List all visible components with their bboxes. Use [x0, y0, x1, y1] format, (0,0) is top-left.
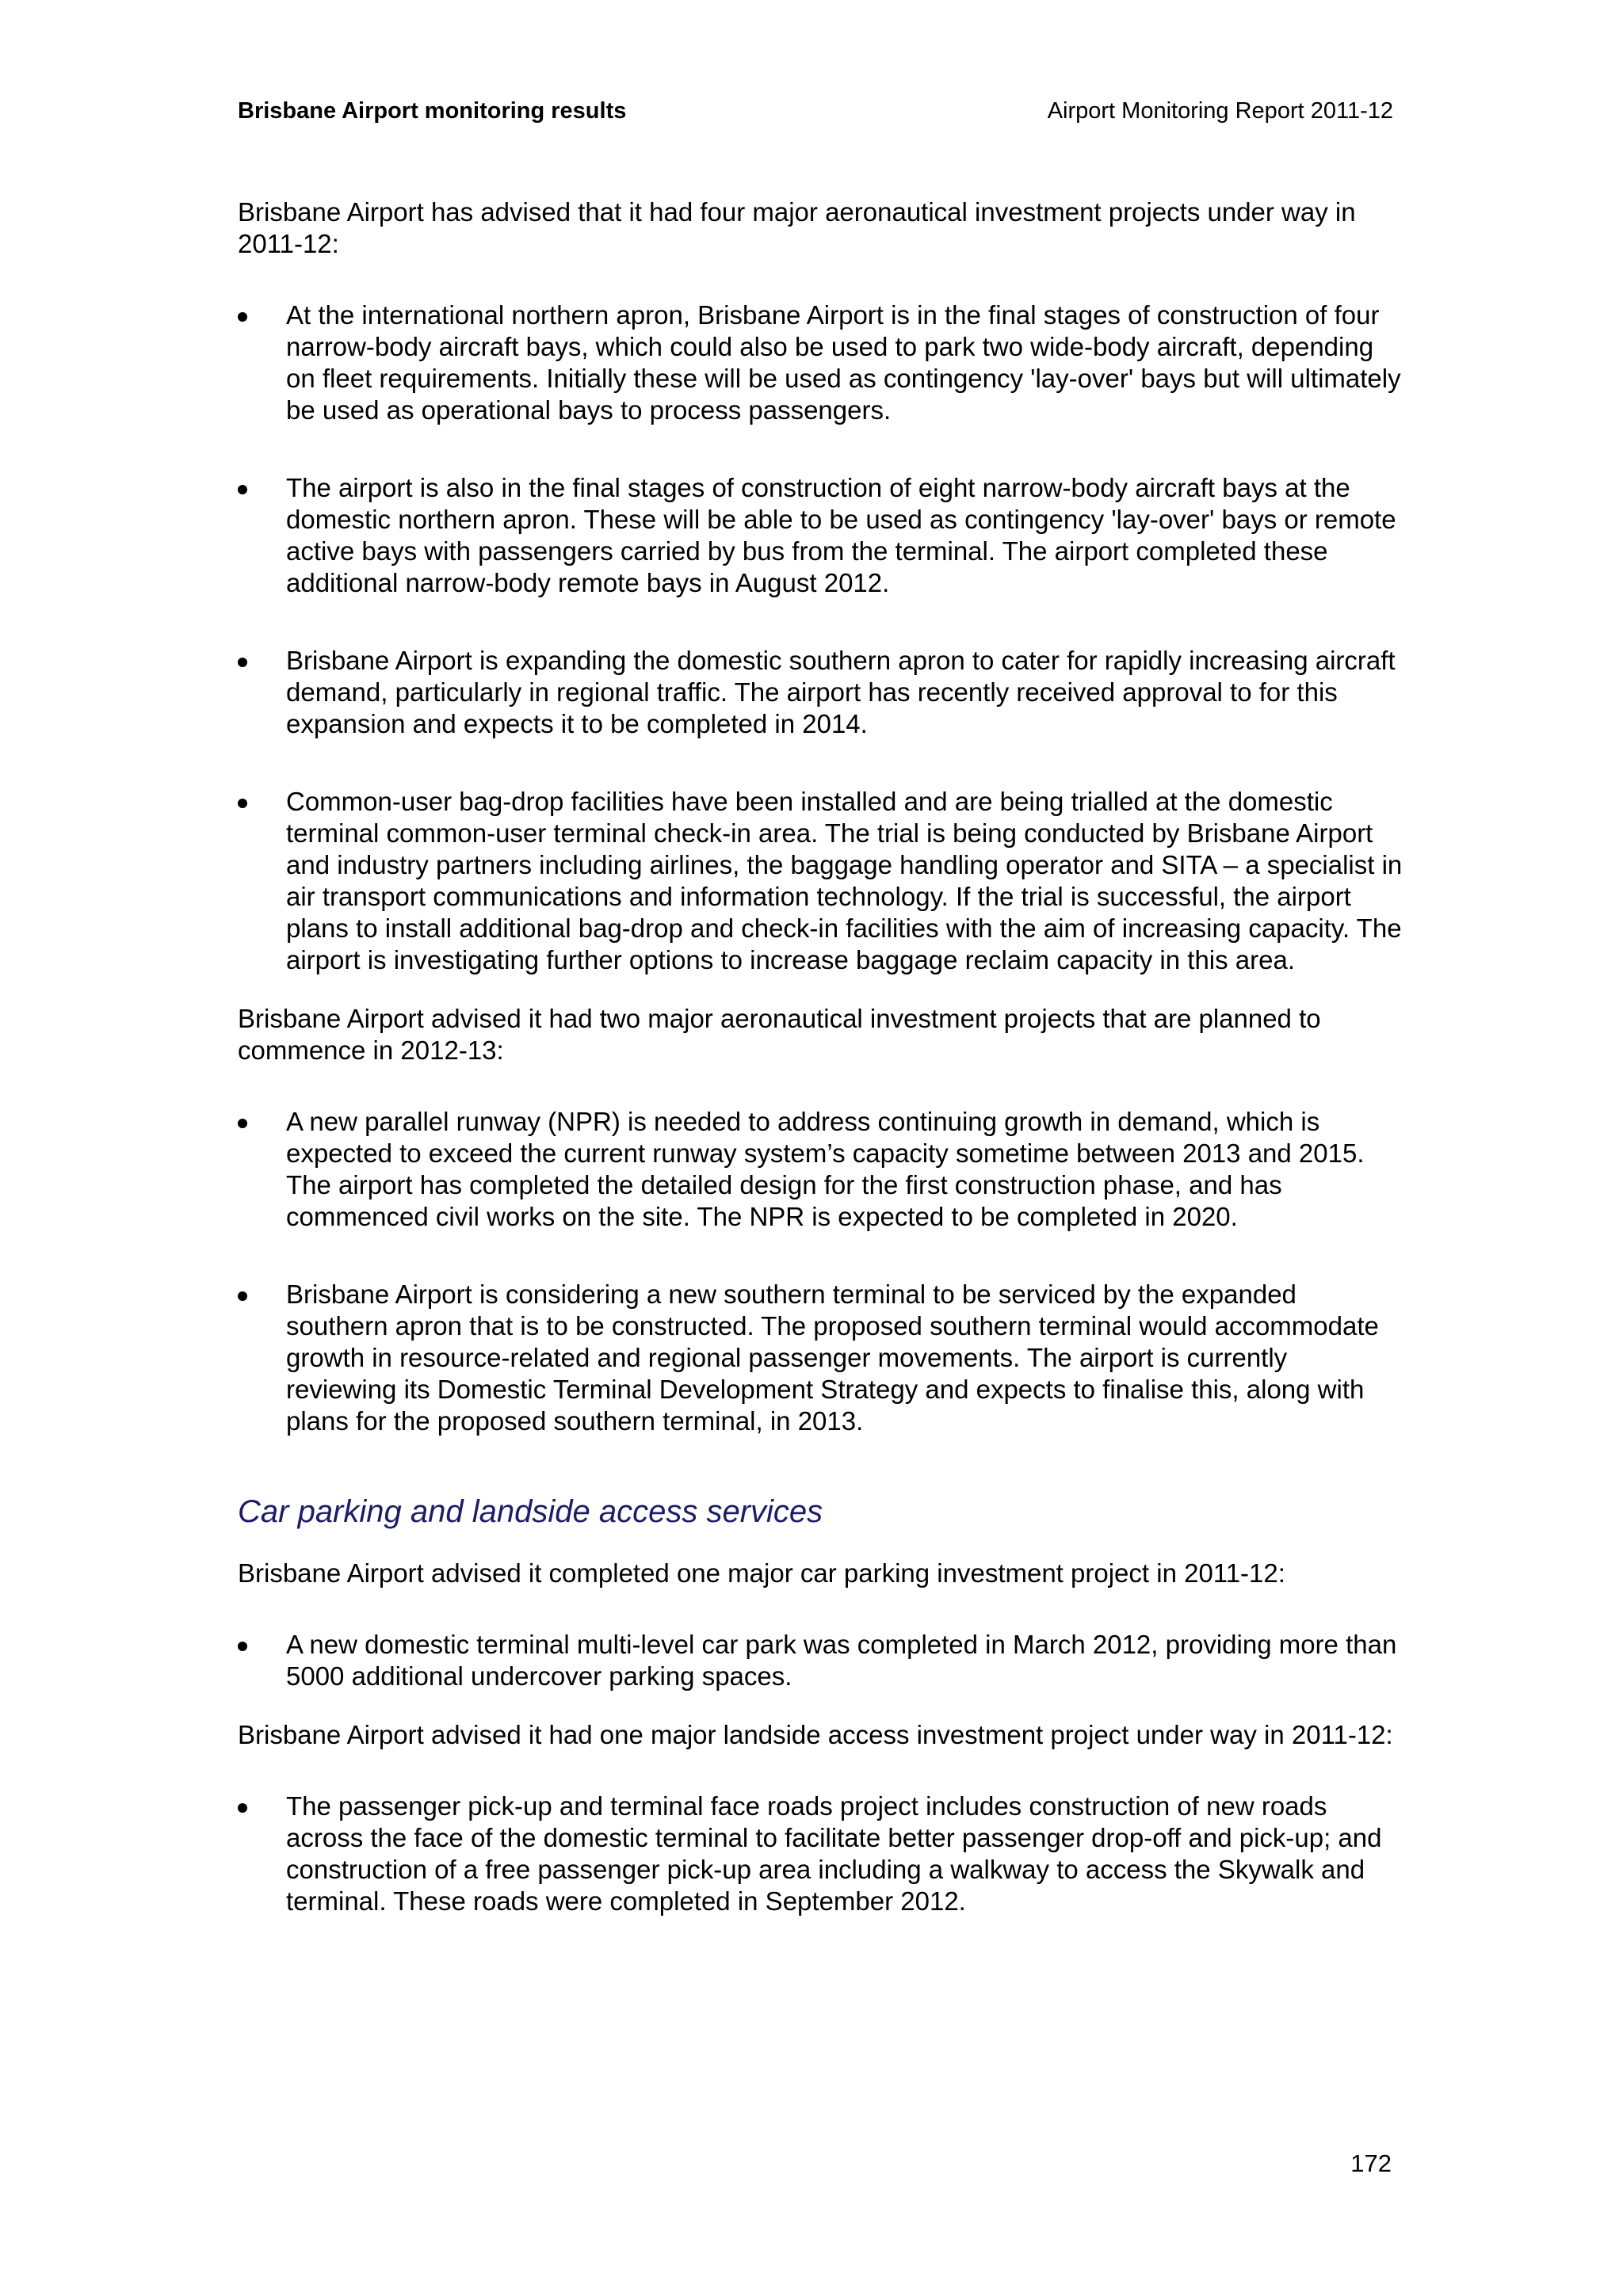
list-item-text: A new parallel runway (NPR) is needed to address continuing growth in demand, which is expected to exceed the current runway system’s capacity sometime between 2013 and 2015. The airport has completed the detailed design for the first construction phase, and has commenced civil works on the site. The NPR is expected to be completed in 2020.: [286, 1107, 1365, 1231]
list-item-text: Brisbane Airport is expanding the domestic southern apron to cater for rapidly increasing aircraft demand, particularly in regional traffic. The airport has recently received approval to for this expansion and expects it to be completed in 2014.: [286, 646, 1396, 738]
aeronautical-underway-intro: Brisbane Airport has advised that it had four major aeronautical investment projects under way in 2011-12:: [238, 197, 1356, 258]
list-item-text: Common-user bag-drop facilities have been installed and are being trialled at the domestic terminal common-user terminal check-in area. The trial is being conducted by Brisbane Airport and industry partners including airlines, the baggage handling operator and SITA – a specialist in air transport communications and information technology. If the trial is successful, the airport plans to install additional bag-drop and check-in facilities with the aim of increasing capacity. The airport is investigating further options to increase baggage reclaim capacity in this area.: [286, 787, 1403, 974]
running-header-report-title: Airport Monitoring Report 2011-12: [1047, 98, 1393, 124]
list-item: [238, 472, 1403, 599]
list-item: [238, 645, 1403, 740]
car-park-list: [238, 1629, 1403, 1692]
list-item: [238, 299, 1403, 426]
page-number: 172: [1350, 2149, 1392, 2177]
bullet-icon: [238, 485, 247, 494]
bullet-icon: [238, 1642, 247, 1651]
aeronautical-underway-list: [238, 299, 1403, 976]
car-park-intro: Brisbane Airport advised it completed one major car parking investment project in 2011-12:: [238, 1558, 1285, 1588]
list-item-text: At the international northern apron, Brisbane Airport is in the final stages of construction of four narrow-body aircraft bays, which could also be used to park two wide-body aircraft, depending on fleet requirements. Initially these will be used as contingency 'lay-over' bays but will ultimately be used as operational bays to process passengers.: [286, 300, 1401, 425]
list-item: [238, 1106, 1403, 1233]
list-item: [238, 1791, 1403, 1917]
section-heading: Car parking and landside access services: [238, 1494, 823, 1529]
aeronautical-planned-intro: Brisbane Airport advised it had two major aeronautical investment projects that are planned to commence in 2012-13:: [238, 1004, 1321, 1065]
bullet-icon: [238, 312, 247, 322]
aeronautical-planned-list: [238, 1106, 1403, 1437]
running-header-section: Brisbane Airport monitoring results: [238, 98, 627, 124]
list-item: [238, 786, 1403, 976]
list-item-text: The airport is also in the final stages of construction of eight narrow-body aircraft bays at the domestic northern apron. These will be able to be used as contingency 'lay-over' bays or remote active bays with passengers carried by bus from the terminal. The airport completed these additional narrow-body remote bays in August 2012.: [286, 473, 1396, 597]
list-item-text: Brisbane Airport is considering a new southern terminal to be serviced by the expanded southern apron that is to be constructed. The proposed southern terminal would accommodate growth in resource-related and regional passenger movements. The airport is currently reviewing its Domestic Terminal Development Strategy and expects to finalise this, along with plans for the proposed southern terminal, in 2013.: [286, 1280, 1379, 1436]
bullet-icon: [238, 1119, 247, 1128]
list-item-text: A new domestic terminal multi-level car park was completed in March 2012, providing more than 5000 additional undercover parking spaces.: [286, 1630, 1397, 1691]
bullet-icon: [238, 1803, 247, 1813]
list-item: [238, 1279, 1403, 1437]
bullet-icon: [238, 799, 247, 808]
page-body: [238, 196, 1403, 1917]
landside-list: [238, 1791, 1403, 1917]
bullet-icon: [238, 658, 247, 667]
bullet-icon: [238, 1291, 247, 1301]
landside-intro: Brisbane Airport advised it had one major landside access investment project under way in 2011-12:: [238, 1720, 1393, 1749]
list-item-text: The passenger pick-up and terminal face roads project includes construction of new roads across the face of the domestic terminal to facilitate better passenger drop-off and pick-up; and construction of a free passenger pick-up area including a walkway to access the Skywalk and terminal. These roads were completed in September 2012.: [286, 1791, 1382, 1916]
list-item: [238, 1629, 1403, 1692]
